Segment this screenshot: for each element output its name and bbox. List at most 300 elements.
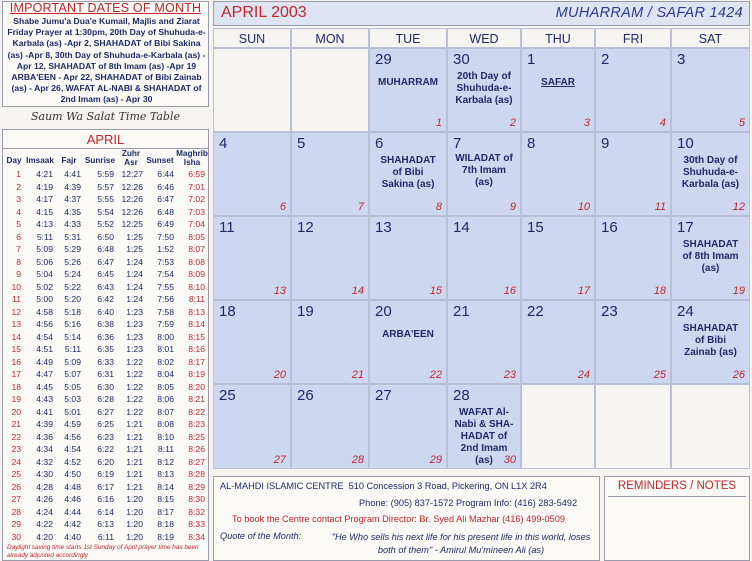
cell-zuhr-asr: 1:20 [126, 531, 143, 542]
hijri-date: 14 [351, 285, 364, 297]
cell-maghrib-isha: 6:59 [188, 169, 205, 179]
cell-sunrise: 6:31 [97, 369, 114, 379]
cell-sunrise: 6:33 [97, 356, 114, 367]
day-cell[interactable] [447, 132, 521, 216]
calendar-grid [213, 28, 750, 471]
timetable-rows [5, 169, 207, 544]
cell-sunrise: 5:57 [97, 181, 114, 192]
cell-maghrib-isha: 8:30 [188, 494, 205, 504]
cell-zuhr-asr: 1:25 [126, 244, 143, 254]
cell-imsaak: 5:04 [36, 269, 53, 279]
cell-fajr: 5:09 [64, 356, 81, 367]
day-number: 28 [453, 387, 470, 404]
hijri-date: 8 [435, 201, 442, 213]
cell-imsaak: 4:20 [36, 531, 53, 542]
cell-sunrise: 6:48 [97, 244, 114, 254]
timetable-row [5, 182, 207, 195]
cell-imsaak: 4:32 [36, 456, 53, 467]
weekday-row [213, 28, 750, 48]
cell-fajr: 5:24 [64, 269, 81, 279]
day-event: MUHARRAM [378, 77, 438, 88]
cell-zuhr-asr: 1:22 [126, 394, 143, 404]
cell-maghrib-isha: 8:15 [188, 331, 205, 342]
reminders-box [604, 476, 750, 561]
day-number: 30 [453, 51, 470, 68]
cell-sunset: 7:53 [157, 256, 174, 267]
hijri-date: 9 [509, 201, 516, 213]
cell-fajr: 4:50 [64, 469, 81, 479]
cell-maghrib-isha: 8:28 [188, 469, 205, 479]
hijri-date: 30 [503, 454, 516, 466]
day-number: 12 [297, 219, 314, 236]
cell-imsaak: 4:22 [36, 519, 53, 529]
cell-day: 17 [11, 369, 21, 379]
cell-zuhr-asr: 1:22 [126, 356, 143, 367]
weekday-tue: TUE [369, 28, 447, 48]
cell-fajr: 5:18 [64, 306, 81, 317]
day-number: 3 [677, 51, 686, 68]
cell-day: 30 [11, 531, 21, 542]
cell-imsaak: 4:49 [36, 356, 53, 367]
cell-sunset: 8:08 [157, 419, 174, 429]
cell-maghrib-isha: 7:02 [188, 194, 205, 204]
timetable-row [5, 432, 207, 445]
cell-maghrib-isha: 8:19 [188, 369, 205, 379]
day-number: 17 [677, 219, 694, 236]
cell-fajr: 4:48 [64, 481, 81, 492]
day-cell[interactable] [671, 216, 750, 300]
cell-sunset: 1:52 [157, 244, 174, 254]
cell-imsaak: 4:34 [36, 444, 53, 454]
cell-zuhr-asr: 1:24 [126, 269, 143, 279]
timetable-row [5, 232, 207, 245]
cell-fajr: 4:41 [64, 169, 81, 179]
cell-sunrise: 6:23 [97, 431, 114, 442]
day-number: 13 [375, 219, 392, 236]
cell-fajr: 5:22 [64, 281, 81, 292]
cell-fajr: 5:07 [64, 369, 81, 379]
timetable-note: Daylight saving time starts 1st Sunday of April prayer time has been already adjusted accordingly [7, 544, 199, 559]
cell-zuhr-asr: 1:24 [126, 294, 143, 304]
cell-sunrise: 6:11 [97, 531, 114, 542]
cell-imsaak: 4:13 [36, 219, 53, 229]
cell-maghrib-isha: 8:17 [188, 356, 205, 367]
cell-zuhr-asr: 1:23 [126, 319, 143, 329]
day-event: SHAHADAT of Bibi Sakina (as) [380, 155, 436, 190]
quote-text: "He Who sells his next life for his present life in this world, loses both of them" - Amirul Mu'mineen Ali (as) [331, 532, 591, 555]
day-cell[interactable] [213, 300, 291, 384]
timetable-row [5, 532, 207, 545]
hijri-date: 15 [429, 285, 442, 297]
weekday-sun: SUN [213, 28, 291, 48]
cell-sunset: 8:00 [157, 331, 174, 342]
day-cell[interactable] [291, 216, 369, 300]
cell-fajr: 5:16 [64, 319, 81, 329]
cell-sunset: 8:04 [157, 369, 174, 379]
hijri-date: 27 [273, 454, 286, 466]
cell-sunset: 8:13 [157, 469, 174, 479]
day-cell[interactable] [369, 384, 447, 469]
day-cell[interactable] [671, 132, 750, 216]
day-number: 22 [527, 303, 544, 320]
cell-maghrib-isha: 8:14 [188, 319, 205, 329]
important-dates-title: IMPORTANT DATES OF MONTH [9, 1, 202, 15]
header-sunset: Sunset [146, 156, 174, 165]
cell-day: 4 [16, 206, 21, 217]
cell-day: 16 [11, 356, 21, 367]
cell-maghrib-isha: 8:10 [188, 281, 205, 292]
timetable-row [5, 357, 207, 370]
cell-maghrib-isha: 8:23 [188, 419, 205, 429]
cell-day: 10 [11, 281, 21, 292]
hijri-date: 7 [357, 201, 364, 213]
cell-maghrib-isha: 8:29 [188, 481, 205, 492]
day-cell[interactable] [671, 48, 750, 132]
cell-maghrib-isha: 8:05 [188, 231, 205, 242]
day-cell[interactable] [291, 384, 369, 469]
day-number: 4 [219, 135, 228, 152]
day-cell[interactable] [213, 216, 291, 300]
timetable-row [5, 507, 207, 520]
cell-sunset: 8:17 [157, 506, 174, 517]
cell-maghrib-isha: 8:21 [188, 394, 205, 404]
day-cell[interactable] [521, 48, 595, 132]
cell-sunrise: 5:52 [97, 219, 114, 229]
timetable-row [5, 194, 207, 207]
cell-zuhr-asr: 1:23 [126, 344, 143, 354]
cell-sunrise: 6:38 [97, 319, 114, 329]
day-cell[interactable] [447, 384, 521, 469]
day-cell[interactable] [521, 216, 595, 300]
cell-sunset: 8:15 [157, 494, 174, 504]
cell-fajr: 5:14 [64, 331, 81, 342]
cell-zuhr-asr: 1:24 [126, 256, 143, 267]
day-cell[interactable] [595, 216, 671, 300]
hijri-date: 13 [273, 285, 286, 297]
cell-fajr: 4:40 [64, 531, 81, 542]
cell-zuhr-asr: 12:25 [121, 219, 143, 229]
cell-maghrib-isha: 8:25 [188, 431, 205, 442]
cell-sunrise: 5:59 [97, 169, 114, 179]
cell-fajr: 5:11 [64, 344, 81, 354]
day-event: SHAHADAT of Bibi Zainab (as) [682, 323, 739, 358]
cell-maghrib-isha: 7:03 [188, 206, 205, 217]
cell-fajr: 5:03 [64, 394, 81, 404]
cell-fajr: 4:46 [64, 494, 81, 504]
hijri-date: 21 [351, 369, 364, 381]
day-number: 14 [453, 219, 470, 236]
cell-maghrib-isha: 8:20 [188, 381, 205, 392]
cell-maghrib-isha: 8:33 [188, 519, 205, 529]
cell-fajr: 4:52 [64, 456, 81, 467]
hijri-date: 2 [509, 117, 516, 129]
empty-day-cell [213, 48, 291, 132]
cell-day: 24 [11, 456, 21, 467]
hijri-date: 26 [732, 369, 745, 381]
day-number: 10 [677, 135, 694, 152]
quote-label: Quote of the Month: [220, 531, 302, 541]
cell-imsaak: 4:21 [36, 169, 53, 179]
cell-sunset: 7:58 [157, 306, 174, 317]
cell-day: 18 [11, 381, 21, 392]
cell-day: 14 [11, 331, 21, 342]
cell-maghrib-isha: 8:09 [188, 269, 205, 279]
cell-sunrise: 6:40 [97, 306, 114, 317]
cell-zuhr-asr: 1:25 [126, 231, 143, 242]
day-cell[interactable] [595, 132, 671, 216]
cell-fajr: 4:35 [64, 206, 81, 217]
hijri-date: 5 [738, 117, 745, 129]
cell-zuhr-asr: 12:26 [121, 194, 143, 204]
day-event: 20th Day of Shuhuda-e-Karbala (as) [455, 71, 513, 106]
cell-sunset: 8:19 [157, 531, 174, 542]
calendar-header [213, 1, 750, 26]
timetable-row [5, 457, 207, 470]
cell-fajr: 4:44 [64, 506, 81, 517]
cell-day: 29 [11, 519, 21, 529]
empty-day-cell [291, 48, 369, 132]
weekday-wed: WED [447, 28, 521, 48]
day-cell[interactable] [291, 300, 369, 384]
cell-sunrise: 6:16 [97, 494, 114, 504]
hijri-date: 16 [503, 285, 516, 297]
cell-sunrise: 6:50 [97, 231, 114, 242]
cell-sunrise: 6:42 [97, 294, 114, 304]
cell-sunrise: 6:43 [97, 281, 114, 292]
cell-fajr: 5:31 [64, 231, 81, 242]
day-cell[interactable] [595, 48, 671, 132]
day-number: 26 [297, 387, 314, 404]
header-fajr: Fajr [61, 156, 77, 165]
timetable-row [5, 294, 207, 307]
cell-fajr: 5:05 [64, 381, 81, 392]
weekday-sat: SAT [671, 28, 750, 48]
cell-day: 7 [16, 244, 21, 254]
cell-zuhr-asr: 1:21 [126, 456, 143, 467]
day-cell[interactable] [521, 300, 595, 384]
cell-zuhr-asr: 1:21 [126, 419, 143, 429]
cell-zuhr-asr: 1:24 [126, 281, 143, 292]
cell-sunset: 8:05 [157, 381, 174, 392]
weekday-fri: FRI [595, 28, 671, 48]
cell-imsaak: 4:54 [36, 331, 53, 342]
header-imsaak: Imsaak [26, 156, 54, 165]
cell-maghrib-isha: 8:26 [188, 444, 205, 454]
left-panel [0, 0, 211, 561]
hijri-date: 23 [503, 369, 516, 381]
reminders-title: REMINDERS / NOTES [617, 480, 737, 492]
timetable-row [5, 244, 207, 257]
cell-sunrise: 6:35 [97, 344, 114, 354]
day-cell[interactable] [447, 300, 521, 384]
weekday-mon: MON [291, 28, 369, 48]
day-number: 19 [297, 303, 314, 320]
hijri-date: 19 [732, 285, 745, 297]
day-number: 1 [527, 51, 536, 68]
cell-fajr: 5:26 [64, 256, 81, 267]
day-cell[interactable] [369, 48, 447, 132]
cell-sunset: 8:14 [157, 481, 174, 492]
cell-imsaak: 5:11 [36, 231, 53, 242]
day-number: 15 [527, 219, 544, 236]
day-number: 6 [375, 135, 384, 152]
cell-zuhr-asr: 1:23 [126, 331, 143, 342]
timetable-row [5, 444, 207, 457]
hijri-date: 10 [577, 201, 590, 213]
empty-day-cell [595, 384, 671, 469]
cell-fajr: 4:59 [64, 419, 81, 429]
centre-phone: Phone: (905) 837-1572 Program Info: (416) 283-5492 [359, 498, 578, 508]
cell-day: 6 [16, 231, 21, 242]
cell-day: 9 [16, 269, 21, 279]
day-cell[interactable] [369, 216, 447, 300]
timetable-row [5, 207, 207, 220]
cell-imsaak: 4:43 [36, 394, 53, 404]
cell-maghrib-isha: 8:13 [188, 306, 205, 317]
cell-sunrise: 6:20 [97, 456, 114, 467]
cell-sunrise: 6:47 [97, 256, 114, 267]
hijri-date: 4 [659, 117, 666, 129]
cell-sunset: 7:55 [157, 281, 174, 292]
cell-zuhr-asr: 1:20 [126, 506, 143, 517]
timetable-row [5, 307, 207, 320]
timetable-row [5, 219, 207, 232]
important-dates-text: Shabe Jumu'a Dua'e Kumail, Majlis and Ziarat Friday Prayer at 1:30pm, 20th Day of Shuhuda-e-Karbala (as) -Apr 2, SHAHADAT of Bibi Sakina (as) -Apr 8, 30th Day of Shuhuda-e-Karbala (as) -Apr 12, SHAHADAT of 8th Imam (as) -Apr 19 ARBA'EEN - Apr 22, SHAHADAT of Bibi Zainab (as) - Apr 26, WAFAT AL-NABI & SHAHADAT of 2nd Imam (as) - Apr 30 [7, 16, 206, 105]
cell-sunset: 8:10 [157, 431, 174, 442]
day-event: 30th Day of Shuhuda-e-Karbala (as) [681, 155, 740, 190]
cell-zuhr-asr: 12:26 [121, 181, 143, 192]
cell-sunrise: 5:55 [97, 194, 114, 204]
cell-day: 1 [16, 169, 21, 179]
cell-zuhr-asr: 1:21 [126, 431, 143, 442]
timetable-row [5, 282, 207, 295]
cell-maghrib-isha: 7:04 [188, 219, 205, 229]
cell-sunset: 8:07 [157, 406, 174, 417]
cell-fajr: 4:42 [64, 519, 81, 529]
header-maghrib-isha: Maghrib Isha [176, 149, 208, 167]
timetable-row [5, 494, 207, 507]
day-number: 20 [375, 303, 392, 320]
cell-imsaak: 4:30 [36, 469, 53, 479]
cell-zuhr-asr: 1:22 [126, 381, 143, 392]
day-cell[interactable] [447, 216, 521, 300]
day-cell[interactable] [369, 300, 447, 384]
cell-imsaak: 4:51 [36, 344, 53, 354]
cell-sunset: 7:56 [157, 294, 174, 304]
day-cell[interactable] [369, 132, 447, 216]
day-event: ARBA'EEN [382, 329, 434, 340]
day-number: 9 [601, 135, 610, 152]
timetable-row [5, 469, 207, 482]
timetable-month: APRIL [3, 132, 208, 149]
cell-imsaak: 4:19 [36, 181, 53, 192]
cell-maghrib-isha: 8:07 [188, 244, 205, 254]
day-number: 29 [375, 51, 392, 68]
cell-imsaak: 4:56 [36, 319, 53, 329]
cell-sunrise: 5:54 [97, 206, 114, 217]
cell-imsaak: 4:24 [36, 506, 53, 517]
cell-maghrib-isha: 7:01 [188, 181, 205, 192]
day-number: 5 [297, 135, 306, 152]
cell-imsaak: 4:26 [36, 494, 53, 504]
day-number: 16 [601, 219, 618, 236]
day-cell[interactable] [521, 132, 595, 216]
day-event: SHAHADAT of 8th Imam (as) [682, 239, 739, 274]
cell-sunrise: 6:13 [97, 519, 114, 529]
day-cell[interactable] [671, 300, 750, 384]
day-cell[interactable] [447, 48, 521, 132]
centre-name-line [220, 481, 547, 491]
cell-imsaak: 5:02 [36, 281, 53, 292]
cell-day: 11 [12, 294, 21, 304]
day-event: WILADAT of 7th Imam (as) [455, 153, 513, 188]
cell-maghrib-isha: 8:08 [188, 256, 205, 267]
cell-maghrib-isha: 8:11 [188, 294, 205, 304]
cell-imsaak: 4:36 [36, 431, 53, 442]
cell-imsaak: 5:09 [36, 244, 53, 254]
centre-info-box [213, 476, 600, 561]
day-number: 2 [601, 51, 610, 68]
timetable-row [5, 394, 207, 407]
empty-day-cell [521, 384, 595, 469]
cell-imsaak: 5:00 [36, 294, 53, 304]
cell-imsaak: 4:28 [36, 481, 53, 492]
cell-zuhr-asr: 12:27 [121, 169, 143, 179]
cell-sunset: 8:11 [157, 444, 174, 454]
cell-sunrise: 6:25 [97, 419, 114, 429]
cell-fajr: 5:01 [64, 406, 81, 417]
cell-zuhr-asr: 1:21 [126, 469, 143, 479]
day-cell[interactable] [213, 384, 291, 469]
cell-sunrise: 6:28 [97, 394, 114, 404]
cell-fajr: 4:37 [64, 194, 81, 204]
cell-zuhr-asr: 1:22 [126, 406, 143, 417]
day-number: 18 [219, 303, 236, 320]
cell-sunrise: 6:14 [97, 506, 114, 517]
cell-day: 3 [16, 194, 21, 204]
day-cell[interactable] [291, 132, 369, 216]
cell-fajr: 5:20 [64, 294, 81, 304]
day-cell[interactable] [213, 132, 291, 216]
day-cell[interactable] [595, 300, 671, 384]
cell-day: 22 [11, 431, 21, 442]
centre-address: 510 Concession 3 Road, Pickering, ON L1X 2R4 [348, 481, 547, 491]
hijri-date: 22 [429, 369, 442, 381]
cell-maghrib-isha: 8:32 [188, 506, 205, 517]
day-number: 21 [453, 303, 470, 320]
timetable-row [5, 344, 207, 357]
cell-maghrib-isha: 8:34 [188, 531, 205, 542]
hijri-date: 12 [732, 201, 745, 213]
cell-zuhr-asr: 1:20 [126, 494, 143, 504]
cell-fajr: 4:33 [64, 219, 81, 229]
reminders-divider [608, 496, 746, 497]
cell-sunrise: 6:19 [97, 469, 114, 479]
cell-fajr: 4:56 [64, 431, 81, 442]
cell-day: 26 [11, 481, 21, 492]
timetable-row [5, 419, 207, 432]
cell-day: 19 [11, 394, 21, 404]
day-number: 8 [527, 135, 536, 152]
cell-day: 12 [11, 306, 21, 317]
cell-sunset: 6:44 [157, 169, 174, 179]
cell-day: 5 [16, 219, 21, 229]
timetable-row [5, 257, 207, 270]
cell-imsaak: 4:15 [36, 206, 53, 217]
hijri-date: 28 [351, 454, 364, 466]
cell-day: 21 [11, 419, 21, 429]
cell-maghrib-isha: 8:16 [188, 344, 205, 354]
